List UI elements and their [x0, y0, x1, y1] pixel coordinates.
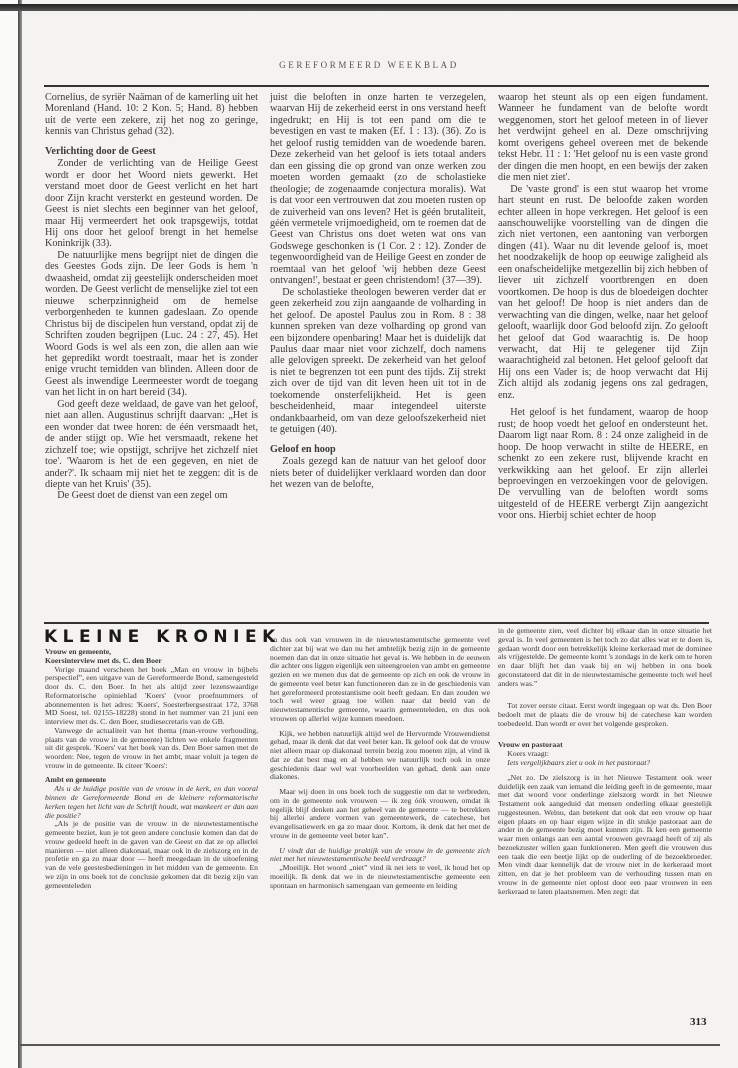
section-rule [44, 622, 709, 624]
section-heading: Vrouw en pastoraat [498, 739, 563, 749]
paragraph: „Net zo. De zielszorg is in het Nieuwe Testament ook weer duidelijk een zaak van iemand die leiding geeft in de gemeente, maar met dat woord voor onderlinge zielszorg wordt in het Nieuwe Testament ook aangeduid dat mensen onderling elkaar geestelijk ruggesteunen. Welnu, dan betekent dat ook dat een vrouw op haar eigen plaats en op haar eigen wijze in dit stukje pastoraat aan de ander in de gemeente bezig moet kunnen zijn. Ik ken een gemeente waar men onlangs aan een aantal vrouwen gevraagd heeft of zij als bezoekzuster willen gaan funktioneren. Men geeft die vrouwen dus een taak die een beetje lijkt op de ouderling of de bezoekbroeder. Men vindt daar kennelijk dat de vrouw niet in de kerkeraad moet zitten, en dat je het probleem van de verhouding tussen man en vrouw in de gemeente niet oplost door een paar vrouwen in een kerkeraad te laten plaatsnemen. Men zegt: dat [498, 772, 712, 896]
paragraph: De scholastieke theologen beweren verder dat er geen zekerheid zou zijn aangaande de volharding in het geloof. De apostel Paulus zou in Rom. 8 : 38 kunnen spreken van deze volharding op grond van een bijzondere openbaring! Maar het is duidelijk dat Paulus daar maar niet voor zichzelf, doch namens alle gelovigen spreekt. De zekerheid van het geloof is niet te begrenzen tot een punt des tijds. Zij strekt zich over de tijd van dit leven heen uit tot in de toekomende onsterfelijkheid. Het is geen bescheidenheid, maar integendeel uiterste ondankbaarheid, om van deze geloofszekerheid niet te getuigen (40). [270, 286, 486, 436]
paragraph: Zoals gezegd kan de natuur van het geloof door niets beter of duidelijker verklaard worden dan door het wezen van de belofte, [270, 456, 486, 490]
paragraph: De 'vaste grond' is een stut waarop het vrome hart steunt en rust. De beloofde zaken worden echter alleen in hope verkregen. Het geloof is een aanschouwelijke voorstelling van de dingen die zich niet vertonen, een aantoning van verborgen dingen (41). Waar nu dit levende geloof is, moet het noodzakelijk de hoop op eeuwige zaligheid als een onafscheidelijke metgezellin bij zich hebben of liever uit zichzelf voortbrengen en doen voortkomen. De hoop is dus de bloedeigen dochter van het geloof! De hoop is niet anders dan de verwachting van die dingen, welke, naar het geloof gelooft, waarlijk door God beloofd zijn. Zo gelooft het geloof dat God waarachtig is. De hoop verwacht, dat Hij te gelegener tijd Zijn waarachtigheid zal betonen. Het geloof gelooft dat Hij ons een Vader is; de hoop verwacht dat Hij Zich altijd als zodanig jegens ons zal gedragen, enz. [498, 183, 708, 401]
section-heading: Geloof en hoop [270, 443, 336, 455]
paragraph: Koers vraagt: [507, 749, 549, 759]
paragraph: Het geloof is het fundament, waarop de hoop rust; de hoop voedt het geloof en ondersteunt het. Daarom ligt naar Rom. 8 : 24 onze zaligheid in de hoop. De hoop verwacht in stilte de HEERE, en schenkt zo een zekere rust, blijvende kracht en verkwikking aan het geloof. Er zijn allerlei beproevingen en verzoekingen voor de gelovigen. De vervulling van de beloften wordt soms uitgesteld of de HEERE verbergt Zijn aangezicht voor ons. Hierbij schiet echter de hoop [498, 407, 708, 522]
paragraph: Vanwege de actualiteit van het thema (man-vrouw verhouding, plaats van de vrouw in de gemeente) lichten we enkele fragmenten uit dit gesprek. 'Koers' vat het boek van ds. Den Boer samen met de woorden: Nee, tegen de vrouw in het ambt, maar voluit ja tegen de vrouw in de gemeente. Ik citeer 'Koers': [45, 725, 258, 770]
article-column-2 [270, 92, 486, 490]
running-header: GEREFORMEERD WEEKBLAD [279, 60, 459, 70]
kroniek-column-1 [45, 648, 258, 890]
paragraph: Kijk, we hebben natuurlijk altijd wel de Hervormde Vrouwendienst gehad, maar ik denk dat dat veel beter kan. Ik geloof ook dat de vrouw niet alleen maar op diakonaal terrein bezig zou moeten zijn, al vind ik dat ze dat best mag en al hebben we natuurlijk toch ook in onze geschiedenis daar wel wat voorbeelden van gehad, denk aan onze diakones. [270, 728, 490, 782]
paragraph: „Moeilijk. Het woord „niet” vind ik net iets te veel, ik houd het op moeilijk. Ik denk dat we in de nieuwtestamentische gemeente een spontaan en harmonisch samengaan van gemeente en leiding [270, 863, 490, 890]
binding-shadow [18, 0, 22, 1068]
paragraph: waarop het steunt als op een eigen fundament. Wanneer he fundament van de belofte wordt weggenomen, stort het geloof meteen in of liever het verdwijnt geheel en al. Deze omschrijving komt overigens geheel overeen met de bekende tekst Hebr. 11 : 1: 'Het geloof nu is een vaste grond der dingen die men hoopt, en een bewijs der zaken die men niet ziet'. [498, 92, 708, 184]
page-number: 313 [690, 1016, 707, 1028]
paragraph: De natuurlijke mens begrijpt niet de dingen die des Geestes Gods zijn. De leer Gods is hem 'n dwaasheid, omdat zij geestelijk onderscheiden moet worden. De Geest verlicht de menselijke ziel tot een nieuwe scherpzinnigheid om de hemelse verborgenheden te kunnen gadeslaan. Zo opende Christus bij de discipelen hun verstand, opdat zij de Schriften zouden begrijpen (Luc. 24 : 27, 45). Het Woord Gods is wel als een zon, die allen aan wie het gepredikt wordt toestraalt, maar het is zonder enige vrucht temidden van blinden. Alleen door de Geest als inwendige Leermeester wordt de toegang van het licht in on hart bereid (34). [45, 249, 259, 399]
paragraph: Tot zover eerste citaat. Eerst wordt ingegaan op wat ds. Den Boer bedoelt met de plaats die de vrouw bij de catechese kan worden toebedeeld. Dan wordt er over het volgende gesproken. [498, 701, 712, 728]
paragraph: Maar wij doen in ons boek toch de suggestie om dat te verbreden, om in de gemeente ook vrouwen — ik zeg óók vrouwen, omdat ik tegelijk blijf denken aan het geheel van de gemeente — te betrekken bij allerlei andere vormen van gemeentewerk, de catechese, het evangelisatiewerk en ga zo maar door. Kortom, ik denk dat het met de vrouw in de gemeente veel beter kan”. [270, 787, 490, 840]
paragraph: Als u de huidige positie van de vrouw in de kerk, en dan vooral binnen de Gereformeerde Bond en de kleinere reformatorische kerken tegen het licht van de Schrift houdt, wat mankeert er dan aan die positie? [45, 784, 258, 820]
paragraph: in de gemeente zien, veel dichter bij elkaar dan in onze situatie het geval is. In veel gemeenten is het toch zo dat alles wat er te doen is, gedaan wordt door een betrekkelijk kleine kerkeraad met de dominee als vrijgestelde. De gemeente komt 's zondags in de kerk om te horen en daar blijft het dan vaak bij en wij hebben in ons boek geconstateerd dat dit in de nieuwtestamische gemeente toch wel heel anders was.” [498, 626, 712, 688]
section-heading: Ambt en gemeente [45, 774, 107, 784]
paragraph: Vorige maand verscheen het boek „Man en vrouw in bijbels perspectief”, een uitgave van de Gereformeerde Bond, samengesteld door ds. C. den Boer. In het als altijd zeer lezenswaardige Reformatorische opinieblad 'Koers' (voor proefnummers of abonnementen is het adres: 'Koers', Soesterbergsestraat 172, 3768 MD Soest, tel. 02155-18228) stond in het nummer van 21 juni een interview met ds. C. den Boer, studiesecretaris van de GB. [45, 664, 258, 726]
section-heading: Vrouw en gemeente, [45, 647, 112, 656]
top-border [0, 4, 738, 11]
paragraph: Cornelius, de syriër Naäman of de kamerling uit het Morenland (Hand. 10: 2 Kon. 5; Hand. 8) hebben uit de verte een zekere, zij het nog zo geringe, kennis van Christus gehad (32). [45, 92, 258, 138]
page-margin [0, 0, 18, 1068]
article-column-1 [45, 92, 258, 502]
paragraph: juist die beloften in onze harten te verzegelen, waarvan Hij de zekerheid eerst in ons verstand heeft ingedrukt; en Hij is tot een pand om die te bevestigen en vast te maken (Ef. 1 : 13). (36). Zo is het geloof rustig temidden van de woedende baren. Deze zekerheid van het geloof is iets totaal anders dan een gissing die op grond van onze werken zou moeten worden gemaakt (zo de scholastieke theologie; de zogenaamde conjectura moralis). Wat is dat voor een vertrouwen dat zou moeten rusten op de zuiverheid van ons leven? Het is géén brutaliteit, géén vermetele vrijmoedigheid, om te roemen dat de Geest van Christus ons doet weten wat ons van Godswege geschonken is (1 Cor. 2 : 12). Zonder de tegenwoordigheid van de Heilige Geest en zonder de roemtaal van het geloof 'wij hebben deze Geest ontvangen!', bestaat er geen christendom! (37—39). [270, 92, 486, 287]
paragraph: Zonder de verlichting van de Heilige Geest wordt er door het Woord niets gewerkt. Het verstand moet door de Geest verlicht en het hart door Zijn kracht versterkt en gesteund worden. De Geest is niet slechts een beginner van het geloof, maar Hij vermeerdert het ook trapsgewijs, totdat Hij ons door het geloof brengt in het hemelse Koninkrijk (33). [45, 158, 258, 250]
kleine-kroniek-title: KLEINE KRONIEK [44, 627, 281, 647]
paragraph: Iets vergelijkbaars ziet u ook in het pastoraat? [507, 758, 651, 767]
paragraph: De Geest doet de dienst van een zegel om [57, 490, 228, 502]
section-heading: Verlichting door de Geest [45, 145, 156, 157]
paragraph: U vindt dat de huidige praktijk van de vrouw in de gemeente zich niet met het nieuwtestamentische beeld verdraagt? [270, 845, 490, 864]
header-rule [44, 85, 709, 87]
paragraph: en dus ook van vrouwen in de nieuwtestamentische gemeente veel dichter zat bij wat we dan nu het ambtelijk bezig zijn in de gemeente noemen dan dat in onze situatie het geval is. We hebben in de eeuwen die achter ons liggen eigenlijk een uiteengroeien van ambt en gemeente gezien en we menen dus dat de gemeente op zich en ook de vrouw in de gemeente veel beter kan functioneren dan ze in de geschiedenis van het gereformeerd protestantisme ooit heeft gedaan. En dan zouden we toch wel weer graag toe willen naar dat beeld van de nieuwtestamentische gemeente, waarin gemeenteleden, en dus ook vrouwen op allerlei wijze kunnen meedoen. [270, 635, 490, 723]
kroniek-column-3 [498, 627, 712, 896]
bottom-rule [20, 1044, 720, 1046]
article-column-3 [498, 92, 708, 522]
paragraph: „Als je de positie van de vrouw in de nieuwtestamentische gemeente beziet, kun je tot geen andere conclusie komen dan dat de vrouw gedeeld heeft in de gaven van de Geest en dat ze op allerlei manieren — niet alleen diakonaal, maar ook in de zielszorg en in de profetie en ga zo maar door — heeft meegedaan in de uitoefening van de vele geestesbedieningen in het midden van de gemeente. En we zijn in ons boek tot de conclusie gekomen dat dit bezig zijn van gemeenteleden [45, 819, 258, 890]
paragraph: God geeft deze weldaad, de gave van het geloof, niet aan allen. Augustinus schrijft daarvan: „Het is een wonder dat twee horen: de één versmaadt het, de ander stijgt op. Wie het versmaadt, rekene het zichzelf toe; wie opstijgt, schrijve het zichzelf niet toe'. 'Waarom is het de een gegeven, en niet de ander?'. Ik schaam mij niet het te zeggen: dit is de diepte van het Kruis' (35). [45, 398, 258, 490]
kroniek-column-2 [270, 636, 490, 890]
section-heading: Koersinterview met ds. C. den Boer [45, 655, 162, 665]
